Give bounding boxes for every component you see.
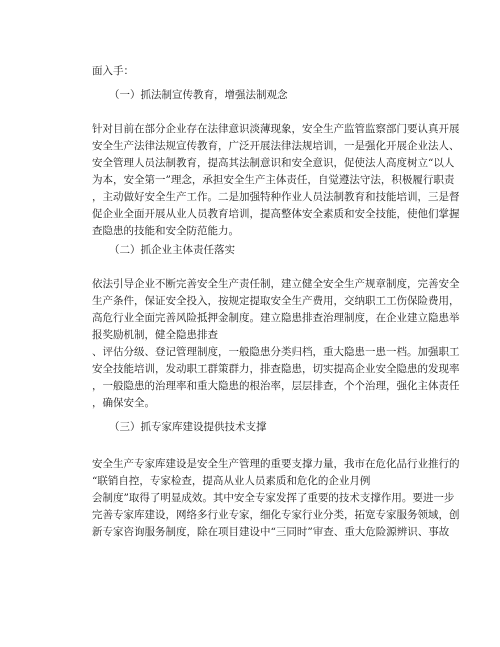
text-line: 安全技能培训，发动职工群策群力，排查隐患，切实提高企业安全隐患的发现率 (92, 363, 460, 375)
section-heading: （二）抓企业主体责任落实 (109, 244, 235, 256)
text-line: 、评估分级、登记管理制度，一般隐患分类归档，重大隐患一患一档。加强职工 (92, 346, 460, 358)
text-line: 生产条件，保证安全投入，按规定提取安全生产费用，交纳职工工伤保险费用， (92, 295, 460, 307)
text-line: ，主动做好安全生产工作。二是加强特种作业人员法制教育和技能培训，三是督 (92, 191, 460, 203)
text-line: “联销自控，专家检查，提高从业人员素质和危化的企业月例 (92, 475, 371, 487)
text-line: 新专家咨询服务制度，除在项目建设中“三同时”审查、重大危险源辨识、事故 (92, 526, 450, 538)
section-heading: （三）抓专家库建设提供技术支撑 (109, 421, 267, 433)
text-line: 安全生产专家库建设是安全生产管理的重要支撑力量，我市在危化品行业推行的 (92, 458, 460, 470)
text-line: 促企业全面开展从业人员教育培训，提高整体安全素质和安全技能，使他们掌握 (92, 208, 460, 220)
text-line: 安全生产法律法规宣传教育，广泛开展法律法规培训，一是强化开展企业法人、 (92, 140, 460, 152)
text-line: 针对目前在部分企业存在法律意识淡薄现象，安全生产监管监察部门要认真开展 (92, 123, 460, 135)
text-line: 依法引导企业不断完善安全生产责任制，建立健全安全生产规章制度，完善安全 (92, 278, 460, 290)
text-line: 报奖励机制，健全隐患排查 (92, 329, 218, 341)
text-line: 查隐患的技能和安全防范能力。 (92, 225, 239, 237)
text-line: 安全管理人员法制教育，提高其法制意识和安全意识，促使法人高度树立“以人 (92, 157, 455, 169)
text-line: 完善专家库建设，网络多行业专家，细化专家行业分类，拓宽专家服务领域，创 (92, 509, 460, 521)
text-line: ，一般隐患的治理率和重大隐患的根治率，层层排查，个个治理，强化主体责任 (92, 380, 460, 392)
text-line: 为本，安全第一”理念，承担安全生产主体责任，自觉遵法守法，积极履行职责 (92, 174, 455, 186)
text-line: 面入手： (92, 65, 134, 77)
text-line: 会制度”取得了明显成效。其中安全专家发挥了重要的技术支撑作用。要进一步 (92, 492, 455, 504)
section-heading: （一）抓法制宣传教育，增强法制观念 (109, 89, 288, 101)
text-line: ，确保安全。 (92, 397, 155, 409)
text-line: 高危行业全面完善风险抵押金制度。建立隐患排查治理制度，在企业建立隐患举 (92, 312, 460, 324)
